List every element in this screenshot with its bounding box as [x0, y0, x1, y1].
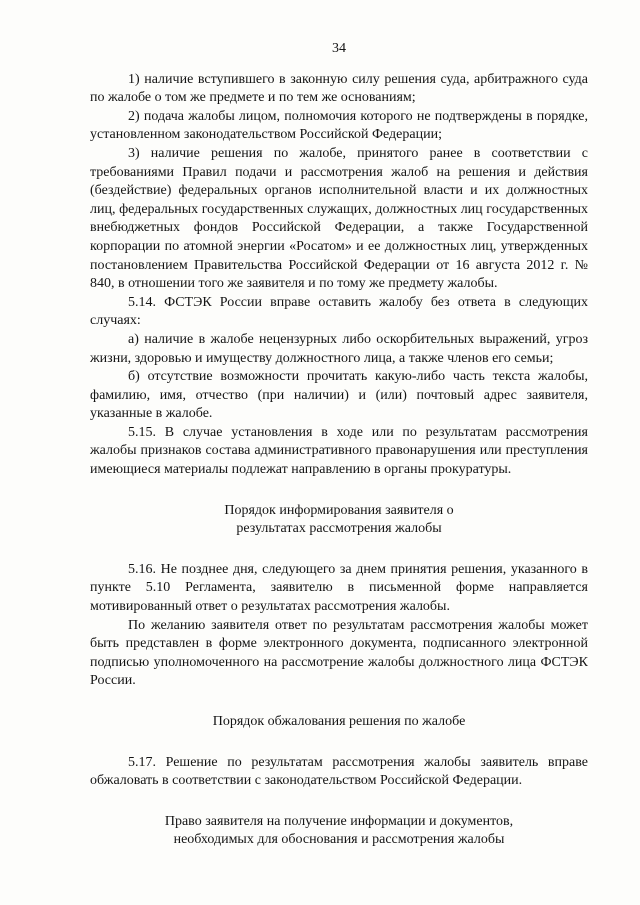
section-heading-appeal	[90, 713, 588, 732]
para-5-16: 5.16. Не позднее дня, следующего за днем принятия решения, указанного в пункте 5.10 Регламента, заявителю в письменной форме направляется мотивированный ответ о результатах рассмотрения жалобы.	[90, 561, 588, 615]
para-5-14-a: а) наличие в жалобе нецензурных либо оскорбительных выражений, угроз жизни, здоровью и имуществу должностного лица, а также членов его семьи;	[90, 331, 588, 366]
para-5-17: 5.17. Решение по результатам рассмотрения жалобы заявитель вправе обжаловать в соответствии с законодательством Российской Федерации.	[90, 754, 588, 789]
document-page	[90, 40, 588, 850]
section-heading-informing	[90, 502, 588, 539]
para-electronic-answer: По желанию заявителя ответ по результатам рассмотрения жалобы может быть представлен в форме электронного документа, подписанного электронной подписью уполномоченного на рассмотрение жалобы должностного лица ФСТЭК России.	[90, 617, 588, 689]
para-grounds-1: 1) наличие вступившего в законную силу решения суда, арбитражного суда по жалобе о том же предмете и по тем же основаниям;	[90, 71, 588, 106]
section-heading-right-line-2: необходимых для обоснования и рассмотрения жалобы	[173, 832, 505, 848]
para-grounds-2: 2) подача жалобы лицом, полномочия которого не подтверждены в порядке, установленном законодательством Российской Федерации;	[90, 108, 588, 143]
para-5-14-b: б) отсутствие возможности прочитать какую-либо часть текста жалобы, фамилию, имя, отчество (при наличии) и (или) почтовый адрес заявителя, указанные в жалобе.	[90, 369, 588, 422]
section-heading-appeal-line-1: Порядок обжалования решения по жалобе	[212, 714, 466, 729]
section-heading-right-line-1: Право заявителя на получение информации и документов,	[164, 813, 514, 829]
section-heading-informing-line-2: результатах рассмотрения жалобы	[236, 521, 442, 537]
para-5-14: 5.14. ФСТЭК России вправе оставить жалобу без ответа в следующих случаях:	[90, 294, 588, 329]
para-grounds-3: 3) наличие решения по жалобе, принятого ранее в соответствии с требованиями Правил подачи и рассмотрения жалоб на решения и действия (бездействие) федеральных органов исполнительной власти и их должностных лиц, федеральных государственных служащих, должностных лиц государственных внебюджетных фондов Российской Федерации, а также Государственной корпорации по атомной энергии «Росатом» и ее должностных лиц, утвержденных постановлением Правительства Российской Федерации от 16 августа 2012 г. № 840, в отношении того же заявителя и по тому же предмету жалобы.	[90, 145, 588, 292]
section-heading-informing-line-1: Порядок информирования заявителя о	[224, 502, 454, 518]
para-5-15: 5.15. В случае установления в ходе или по результатам рассмотрения жалобы признаков состава административного правонарушения или преступления имеющиеся материалы подлежат направлению в органы прокуратуры.	[90, 424, 588, 478]
section-heading-right-to-information	[90, 813, 588, 850]
page-number: 34	[332, 41, 346, 56]
